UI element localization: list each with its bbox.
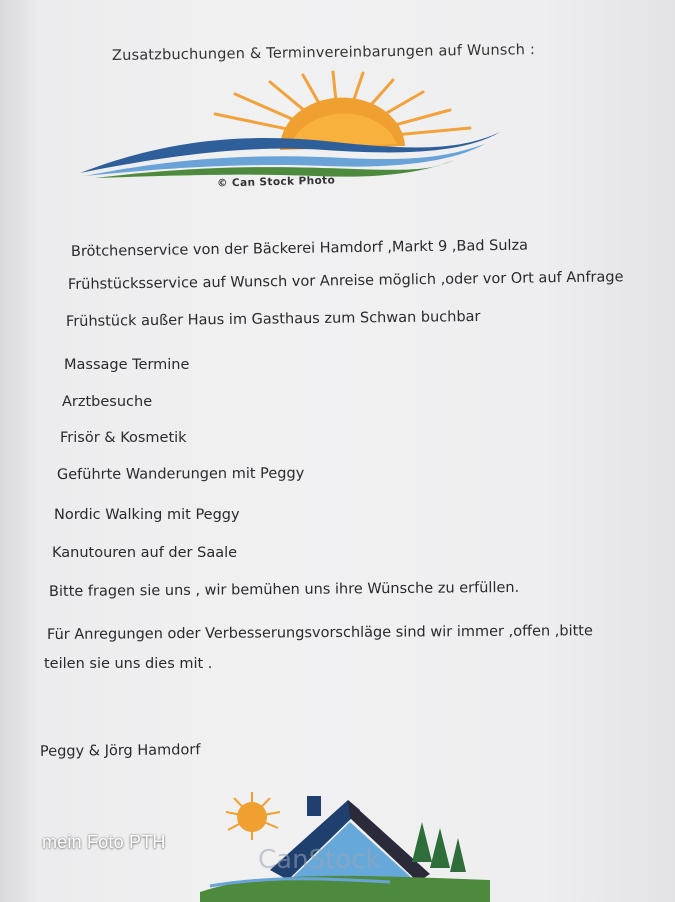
feedback-line: teilen sie uns dies mit . xyxy=(44,656,213,672)
page-title: Zusatzbuchungen & Terminvereinbarungen auf Wunsch : xyxy=(111,42,536,64)
list-item: Frühstück außer Haus im Gasthaus zum Schwan buchbar xyxy=(65,308,481,330)
list-item: Kanutouren auf der Saale xyxy=(52,545,238,561)
feedback-line: Für Anregungen oder Verbesserungsvorschläge sind wir immer ,offen ,bitte xyxy=(46,623,593,643)
list-item: Geführte Wanderungen mit Peggy xyxy=(56,465,305,483)
list-item: Frühstücksservice auf Wunsch vor Anreise möglich ,oder vor Ort auf Anfrage xyxy=(67,269,624,293)
logo-credit: © Can Stock Photo xyxy=(216,174,336,190)
closing-request: Bitte fragen sie uns , wir bemühen uns ihre Wünsche zu erfüllen. xyxy=(48,579,520,600)
list-item: Brötchenservice von der Bäckerei Hamdorf ,Markt 9 ,Bad Sulza xyxy=(70,237,529,260)
list-item: Arztbesuche xyxy=(62,394,153,410)
photo-watermark: mein Foto PTH xyxy=(42,832,166,852)
house-logo-icon xyxy=(200,782,500,902)
logo-watermark: CanStock xyxy=(258,845,381,875)
list-item: Frisör & Kosmetik xyxy=(60,430,187,446)
list-item: Nordic Walking mit Peggy xyxy=(54,507,240,523)
signature: Peggy & Jörg Hamdorf xyxy=(39,742,201,760)
list-item: Massage Termine xyxy=(64,357,190,373)
